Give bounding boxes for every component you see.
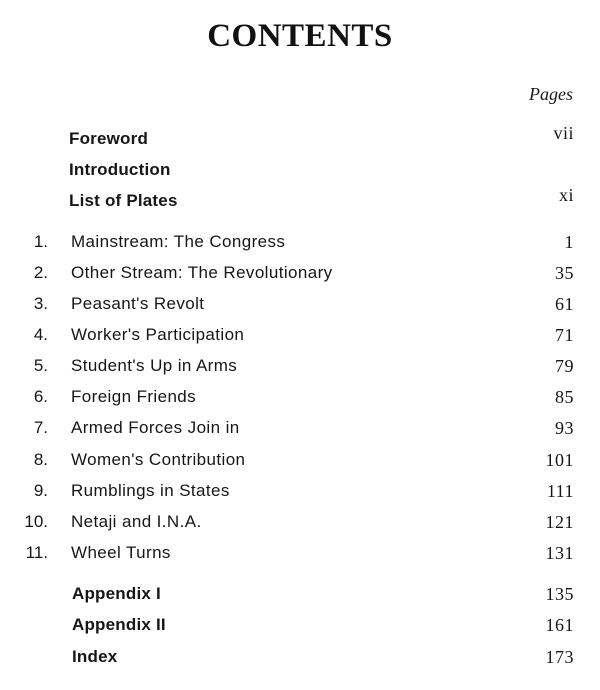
chapter-number: 5. [33,356,48,375]
chapter-title: Other Stream: The Revolutionary [71,263,333,282]
chapter-title: Women's Contribution [71,450,246,469]
chapter-title: Worker's Participation [71,325,245,344]
entry-title: Introduction [69,160,171,179]
entry-title: Appendix I [72,584,161,603]
entry-title: Foreword [69,129,149,148]
chapter-row [0,353,600,379]
chapter-number: 11. [25,543,48,562]
chapter-number: 3. [33,294,48,313]
page-number: 121 [545,512,574,532]
chapter-title: Foreign Friends [71,387,197,406]
back-matter-row-appendix-ii [0,612,600,638]
page-number: xi [558,185,574,205]
chapter-row [0,478,600,504]
entry-title: List of Plates [69,191,178,210]
entry-title: Index [72,647,118,666]
chapter-number: 4. [33,325,48,344]
chapter-number: 6. [33,387,48,406]
chapter-row [0,509,600,535]
page-number: 93 [555,418,574,438]
page-title: CONTENTS [207,18,393,54]
page-number: 35 [555,263,574,283]
chapter-title: Rumblings in States [71,481,230,500]
front-matter-row-foreword [0,123,600,152]
chapter-row [0,415,600,441]
chapter-number: 8. [33,450,48,469]
chapter-row [0,447,600,473]
entry-title: Appendix II [72,615,166,634]
chapter-number: 9. [33,481,48,500]
chapter-title: Wheel Turns [71,543,171,562]
page-number: 101 [545,450,574,470]
page-number: 71 [555,325,574,345]
chapter-title: Armed Forces Join in [71,418,240,437]
page-number: 85 [555,387,574,407]
front-matter-row-list-of-plates [0,185,600,214]
page-number: 173 [545,647,574,667]
chapter-row [0,229,600,255]
page-number: 135 [545,584,574,604]
chapter-number: 7. [33,418,48,437]
chapter-number: 2. [33,263,48,282]
page-number: 61 [555,294,574,314]
back-matter-row-appendix-i [0,581,600,607]
chapter-number: 1. [33,232,48,251]
chapter-row [0,384,600,410]
page-number: 1 [564,232,574,252]
chapter-row [0,260,600,286]
chapter-title: Student's Up in Arms [71,356,238,375]
chapter-title: Netaji and I.N.A. [71,512,202,531]
pages-column-heading: Pages [529,84,573,104]
page-number: 131 [545,543,574,563]
page-number: vii [553,123,574,143]
front-matter-row-introduction [0,157,600,183]
page-number: 161 [545,615,574,635]
chapter-row [0,291,600,317]
chapter-title: Peasant's Revolt [71,294,205,313]
chapter-number: 10. [24,512,48,531]
page-number: 79 [555,356,574,376]
chapter-title: Mainstream: The Congress [71,232,286,251]
back-matter-row-index [0,644,600,670]
chapter-row [0,322,600,348]
page-number: 111 [546,481,574,501]
chapter-row [0,540,600,566]
